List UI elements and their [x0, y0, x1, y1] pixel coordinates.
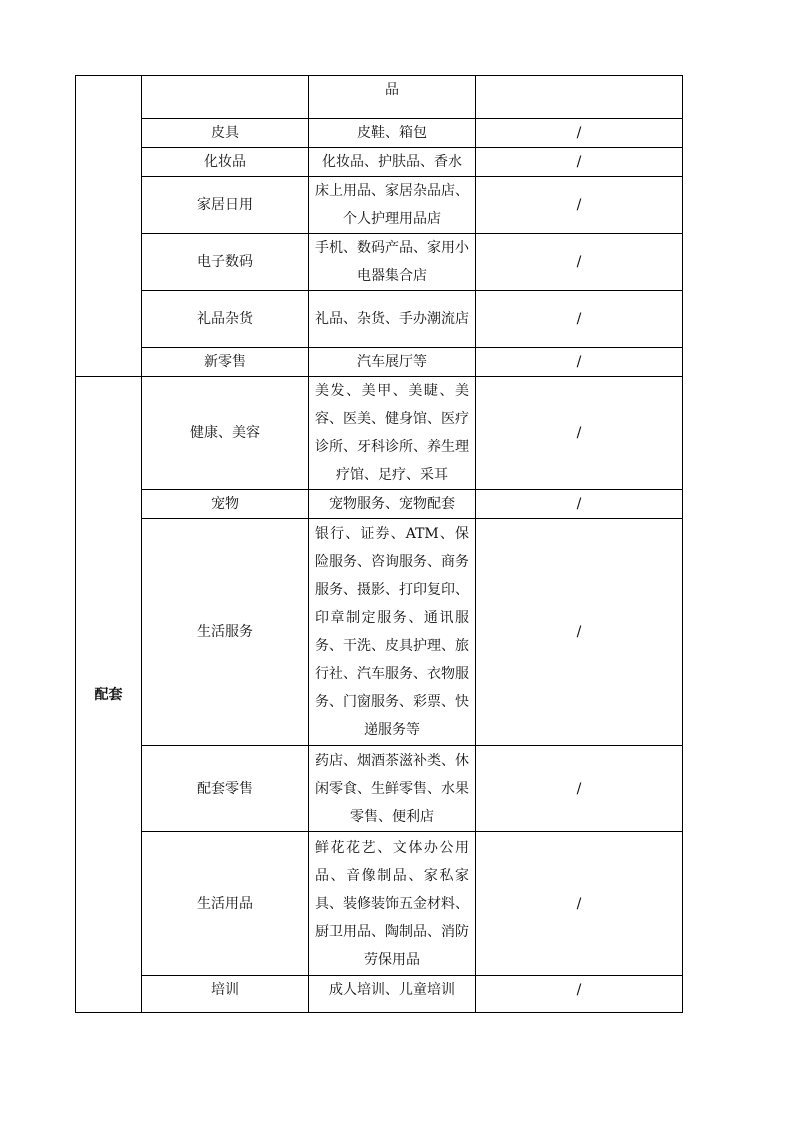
- subcategory-cell: 培训: [142, 976, 309, 1013]
- mark-cell: /: [476, 976, 683, 1013]
- subcategory-cell: 宠物: [142, 490, 309, 519]
- subcategory-cell: 皮具: [142, 119, 309, 148]
- table-row: [76, 119, 683, 148]
- description-cell: 成人培训、儿童培训: [309, 976, 476, 1013]
- mark-cell: /: [476, 291, 683, 348]
- subcategory-cell: 家居日用: [142, 177, 309, 234]
- description-cell: 药店、烟酒茶滋补类、休闲零食、生鲜零售、水果零售、便利店: [309, 746, 476, 832]
- mark-cell: /: [476, 490, 683, 519]
- subcategory-cell: 新零售: [142, 348, 309, 377]
- subcategory-cell: [142, 76, 309, 119]
- description-cell: 皮鞋、箱包: [309, 119, 476, 148]
- table-row: [76, 76, 683, 119]
- mark-cell: /: [476, 177, 683, 234]
- table-row: [76, 976, 683, 1013]
- subcategory-cell: 电子数码: [142, 234, 309, 291]
- subcategory-cell: 礼品杂货: [142, 291, 309, 348]
- description-cell: 床上用品、家居杂品店、个人护理用品店: [309, 177, 476, 234]
- description-cell: 鲜花花艺、文体办公用品、音像制品、家私家具、装修装饰五金材料、厨卫用品、陶制品、消防劳保用品: [309, 832, 476, 976]
- mark-cell: /: [476, 519, 683, 746]
- mark-cell: /: [476, 832, 683, 976]
- mark-cell: /: [476, 746, 683, 832]
- subcategory-cell: 健康、美容: [142, 377, 309, 490]
- description-cell: 礼品、杂货、手办潮流店: [309, 291, 476, 348]
- description-cell: 品: [309, 76, 476, 119]
- description-cell: 美发、美甲、美睫、美容、医美、健身馆、医疗诊所、牙科诊所、养生理疗馆、足疗、采耳: [309, 377, 476, 490]
- subcategory-cell: 化妆品: [142, 148, 309, 177]
- category-table: [75, 75, 683, 1013]
- table-row: [76, 832, 683, 976]
- description-cell: 银行、证券、ATM、保险服务、咨询服务、商务服务、摄影、打印复印、印章制定服务、通讯服务、干洗、皮具护理、旅行社、汽车服务、衣物服务、门窗服务、彩票、快递服务等: [309, 519, 476, 746]
- description-cell: 手机、数码产品、家用小电器集合店: [309, 234, 476, 291]
- mark-cell: /: [476, 148, 683, 177]
- table-row: [76, 746, 683, 832]
- table-row: [76, 377, 683, 490]
- table-row: [76, 234, 683, 291]
- table-row: [76, 348, 683, 377]
- description-cell: 汽车展厅等: [309, 348, 476, 377]
- category-cell: 配套: [76, 377, 142, 1013]
- mark-cell: /: [476, 377, 683, 490]
- subcategory-cell: 生活服务: [142, 519, 309, 746]
- mark-cell: /: [476, 234, 683, 291]
- mark-cell: /: [476, 348, 683, 377]
- subcategory-cell: 配套零售: [142, 746, 309, 832]
- table-row: [76, 291, 683, 348]
- mark-cell: /: [476, 119, 683, 148]
- category-cell-continued: [76, 76, 142, 377]
- table-row: [76, 490, 683, 519]
- table-row: [76, 519, 683, 746]
- description-cell: 宠物服务、宠物配套: [309, 490, 476, 519]
- description-cell: 化妆品、护肤品、香水: [309, 148, 476, 177]
- table-row: [76, 148, 683, 177]
- subcategory-cell: 生活用品: [142, 832, 309, 976]
- mark-cell: [476, 76, 683, 119]
- table-row: [76, 177, 683, 234]
